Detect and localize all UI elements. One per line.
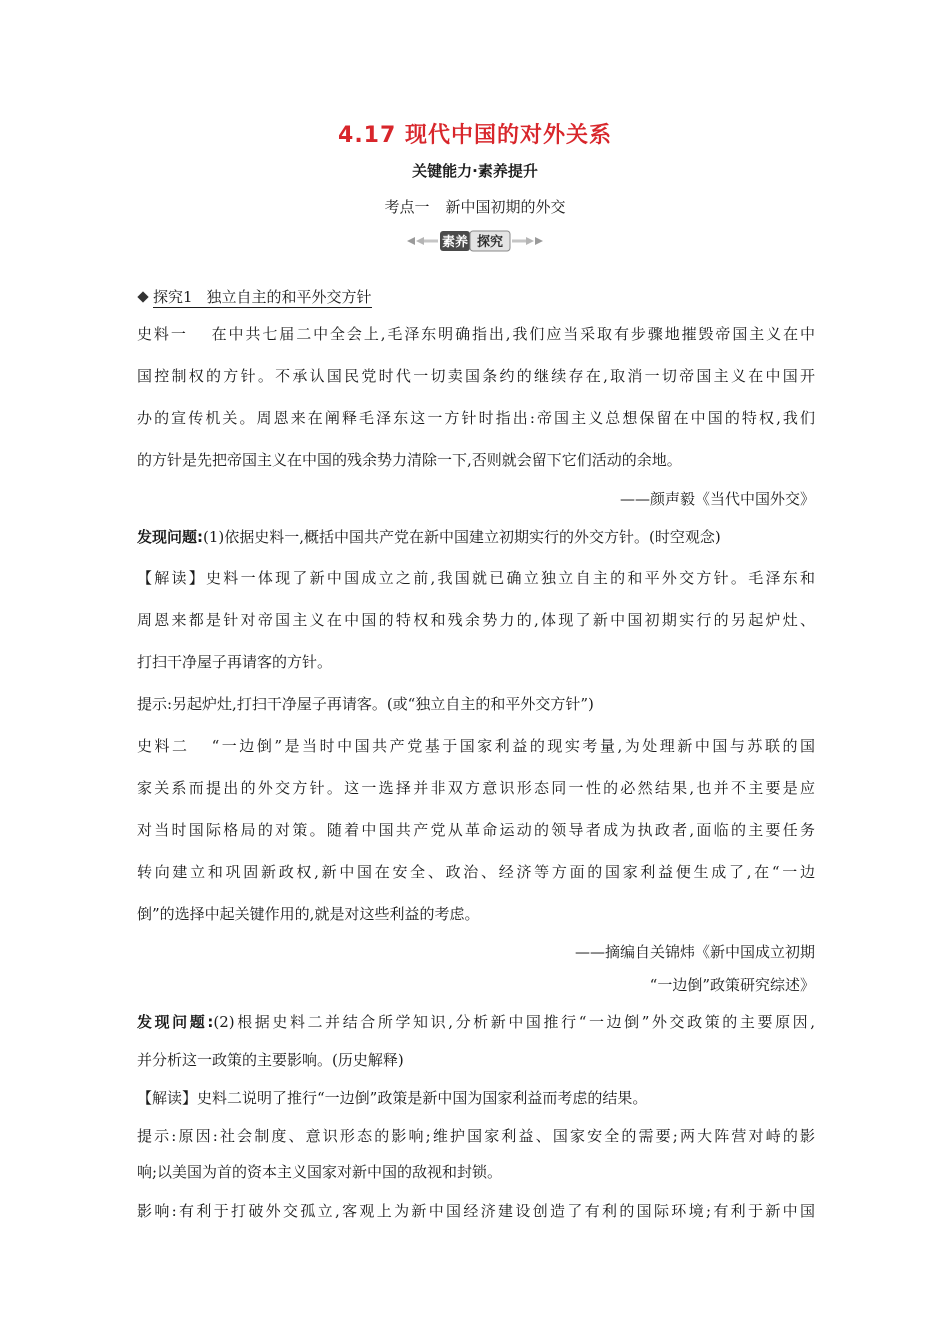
source1-label: 史料一 bbox=[137, 325, 188, 343]
source1-line-3: 办的宣传机关。周恩来在阐释毛泽东这一方针时指出:帝国主义总想保留在中国的特权,我们 bbox=[137, 409, 815, 427]
diamond-bullet-icon bbox=[137, 291, 148, 302]
hint-2-line-1: 提示:原因:社会制度、意识形态的影响;维护国家利益、国家安全的需要;两大阵营对峙的影 bbox=[137, 1127, 815, 1145]
interp2 bbox=[137, 1079, 815, 1118]
source2-citation-1: ——摘编自关锦炜《新中国成立初期 bbox=[574, 943, 815, 961]
source2-text: “一边倒”是当时中国共产党基于国家利益的现实考量,为处理新中国与苏联的国 bbox=[211, 737, 815, 755]
section-subtitle: 关键能力·素养提升 bbox=[412, 162, 538, 180]
banner-left-arrows-icon bbox=[407, 237, 438, 245]
banner-text-2: 探究 bbox=[476, 235, 504, 250]
question-1-text: (1)依据史料一,概括中国共产党在新中国建立初期实行的外交方针。(时空观念) bbox=[203, 528, 721, 546]
source2-line-5: 倒”的选择中起关键作用的,就是对这些利益的考虑。 bbox=[137, 905, 480, 923]
interp1-line-2: 周恩来都是针对帝国主义在中国的特权和残余势力的,体现了新中国初期实行的另起炉灶、 bbox=[137, 611, 815, 629]
question-2-text: (2)根据史料二并结合所学知识,分析新中国推行“一边倒”外交政策的主要原因, bbox=[213, 1013, 815, 1031]
banner-right-arrows-icon bbox=[512, 237, 543, 245]
source2-line-2: 家关系而提出的外交方针。这一选择并非双方意识形态同一性的必然结果,也并不主要是应 bbox=[137, 779, 815, 797]
section-text: 独立自主的和平外交方针 bbox=[206, 288, 372, 306]
interp2-label: 【解读】 bbox=[137, 1089, 198, 1107]
question-2-line-1 bbox=[137, 1002, 815, 1042]
interp2-text: 史料二说明了推行“一边倒”政策是新中国为国家利益而考虑的结果。 bbox=[197, 1089, 648, 1107]
interp1-label: 【解读】 bbox=[137, 569, 207, 587]
suyang-tanjiu-banner bbox=[405, 228, 545, 254]
document-body bbox=[137, 282, 815, 1231]
kaodian-label: 考点一 bbox=[384, 198, 430, 216]
source1-line-4: 的方针是先把帝国主义在中国的残余势力清除一下,否则就会留下它们活动的余地。 bbox=[137, 451, 682, 469]
interp1-text: 史料一体现了新中国成立之前,我国就已确立独立自主的和平外交方针。毛泽东和 bbox=[206, 569, 815, 587]
question-2-label: 发现问题: bbox=[137, 1013, 214, 1031]
hint-1: 提示:另起炉灶,打扫干净屋子再请客。(或“独立自主的和平外交方针”) bbox=[137, 695, 594, 713]
question-2-line-2: 并分析这一政策的主要影响。(历史解释) bbox=[137, 1051, 404, 1069]
interp1-line-1 bbox=[137, 557, 815, 599]
source2-line-4: 转向建立和巩固新政权,新中国在安全、政治、经济等方面的国家利益便生成了,在“一边 bbox=[137, 863, 815, 881]
section-label: 探究1 bbox=[153, 288, 193, 306]
kaodian-heading bbox=[0, 196, 950, 217]
interp1-line-3: 打扫干净屋子再请客的方针。 bbox=[137, 653, 333, 671]
hint-2-line-2: 响;以美国为首的资本主义国家对新中国的敌视和封锁。 bbox=[137, 1163, 503, 1181]
source1-line-1 bbox=[137, 313, 815, 355]
source2-line-1 bbox=[137, 725, 815, 767]
page-title: 4.17 现代中国的对外关系 bbox=[338, 123, 612, 148]
source1-text: 在中共七届二中全会上,毛泽东明确指出,我们应当采取有步骤地摧毁帝国主义在中 bbox=[209, 325, 815, 343]
question-1 bbox=[137, 518, 815, 557]
source2-citation-2: “一边倒”政策研究综述》 bbox=[649, 976, 815, 994]
question-1-label: 发现问题: bbox=[137, 528, 203, 546]
source2-label: 史料二 bbox=[137, 737, 190, 755]
section-heading bbox=[137, 282, 815, 313]
kaodian-text: 新中国初期的外交 bbox=[445, 198, 566, 216]
impact-line: 影响:有利于打破外交孤立,客观上为新中国经济建设创造了有利的国际环境;有利于新中国 bbox=[137, 1202, 815, 1220]
source1-citation: ——颜声毅《当代中国外交》 bbox=[619, 490, 815, 508]
source1-line-2: 国控制权的方针。不承认国民党时代一切卖国条约的继续存在,取消一切帝国主义在中国开 bbox=[137, 367, 815, 385]
banner-text-1: 素养 bbox=[441, 235, 469, 250]
source2-line-3: 对当时国际格局的对策。随着中国共产党从革命运动的领导者成为执政者,面临的主要任务 bbox=[137, 821, 815, 839]
